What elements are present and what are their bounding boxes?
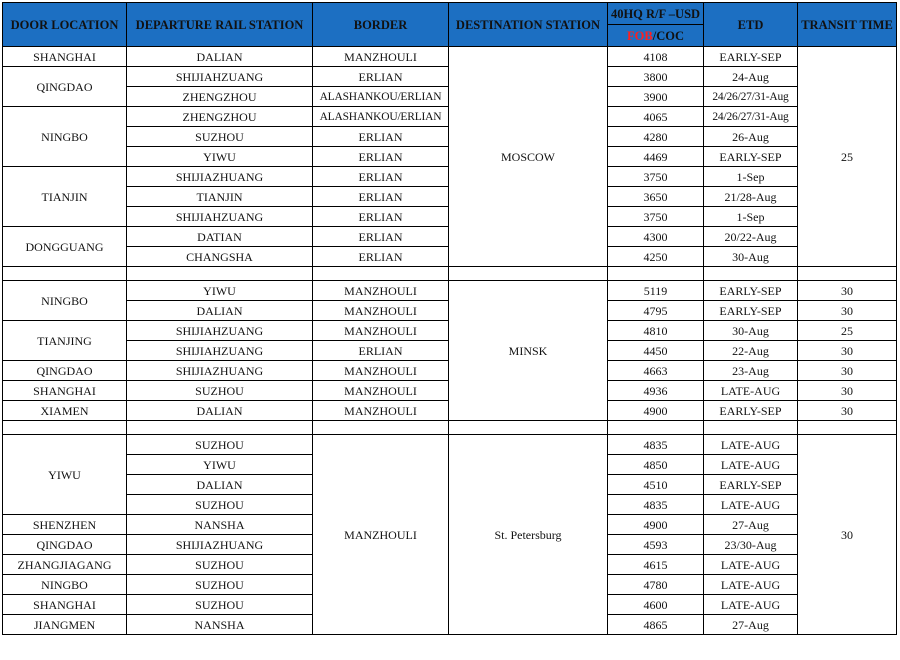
transit-time-cell: 30 <box>798 301 897 321</box>
departure-station-cell: SUZHOU <box>127 127 313 147</box>
table-row <box>3 435 897 455</box>
border-cell: MANZHOULI <box>313 401 449 421</box>
departure-station-cell: YIWU <box>127 281 313 301</box>
rate-cell: 4065 <box>608 107 704 127</box>
empty-cell <box>127 421 313 435</box>
departure-station-cell: SHIJIAHZUANG <box>127 321 313 341</box>
table-row <box>3 47 897 67</box>
rate-cell: 3750 <box>608 167 704 187</box>
rate-cell: 4280 <box>608 127 704 147</box>
transit-time-cell: 30 <box>798 361 897 381</box>
etd-cell: EARLY-SEP <box>704 475 798 495</box>
rate-cell: 3900 <box>608 87 704 107</box>
etd-cell: 1-Sep <box>704 167 798 187</box>
etd-cell: 24/26/27/31-Aug <box>704 87 798 107</box>
departure-station-cell: ZHENGZHOU <box>127 87 313 107</box>
departure-station-cell: NANSHA <box>127 515 313 535</box>
door-location-cell: SHANGHAI <box>3 381 127 401</box>
transit-time-cell: 25 <box>798 47 897 267</box>
header-door-location: DOOR LOCATION <box>3 3 127 47</box>
destination-station-cell: MINSK <box>449 281 608 421</box>
border-cell: MANZHOULI <box>313 435 449 635</box>
destination-station-cell: St. Petersburg <box>449 435 608 635</box>
door-location-cell: ZHANGJIAGANG <box>3 555 127 575</box>
border-cell: MANZHOULI <box>313 47 449 67</box>
door-location-cell: YIWU <box>3 435 127 515</box>
rate-cell: 4780 <box>608 575 704 595</box>
rate-cell: 4600 <box>608 595 704 615</box>
door-location-cell: JIANGMEN <box>3 615 127 635</box>
door-location-cell: SHANGHAI <box>3 595 127 615</box>
rate-cell: 4850 <box>608 455 704 475</box>
empty-cell <box>798 267 897 281</box>
etd-cell: LATE-AUG <box>704 575 798 595</box>
departure-station-cell: YIWU <box>127 147 313 167</box>
rate-cell: 4108 <box>608 47 704 67</box>
transit-time-cell: 30 <box>798 401 897 421</box>
empty-cell <box>608 267 704 281</box>
door-location-cell: QINGDAO <box>3 67 127 107</box>
etd-cell: 30-Aug <box>704 247 798 267</box>
header-transit-time: TRANSIT TIME <box>798 3 897 47</box>
departure-station-cell: SHIJIAZHUANG <box>127 535 313 555</box>
departure-station-cell: SHIJIAHZUANG <box>127 67 313 87</box>
etd-cell: 30-Aug <box>704 321 798 341</box>
header-etd: ETD <box>704 3 798 47</box>
transit-time-cell: 30 <box>798 435 897 635</box>
rate-cell: 4900 <box>608 515 704 535</box>
door-location-cell: TIANJING <box>3 321 127 361</box>
header-row-1 <box>3 3 897 25</box>
border-cell: MANZHOULI <box>313 381 449 401</box>
border-cell: ERLIAN <box>313 187 449 207</box>
empty-cell <box>704 267 798 281</box>
rate-cell: 4900 <box>608 401 704 421</box>
empty-cell <box>608 421 704 435</box>
door-location-cell: TIANJIN <box>3 167 127 227</box>
door-location-cell: NINGBO <box>3 575 127 595</box>
rate-cell: 4510 <box>608 475 704 495</box>
transit-time-cell: 30 <box>798 281 897 301</box>
spacer-row <box>3 421 897 435</box>
departure-station-cell: DALIAN <box>127 47 313 67</box>
etd-cell: EARLY-SEP <box>704 401 798 421</box>
table-row <box>3 281 897 301</box>
empty-cell <box>313 267 449 281</box>
border-cell: ERLIAN <box>313 341 449 361</box>
header-border: BORDER <box>313 3 449 47</box>
etd-cell: 26-Aug <box>704 127 798 147</box>
departure-station-cell: SUZHOU <box>127 495 313 515</box>
departure-station-cell: SUZHOU <box>127 435 313 455</box>
departure-station-cell: SUZHOU <box>127 595 313 615</box>
etd-cell: LATE-AUG <box>704 495 798 515</box>
door-location-cell: NINGBO <box>3 107 127 167</box>
etd-cell: 22-Aug <box>704 341 798 361</box>
departure-station-cell: CHANGSHA <box>127 247 313 267</box>
border-cell: ERLIAN <box>313 147 449 167</box>
door-location-cell: NINGBO <box>3 281 127 321</box>
rate-cell: 4936 <box>608 381 704 401</box>
etd-cell: EARLY-SEP <box>704 301 798 321</box>
spacer-row <box>3 267 897 281</box>
departure-station-cell: SUZHOU <box>127 381 313 401</box>
border-cell: MANZHOULI <box>313 301 449 321</box>
rate-cell: 3750 <box>608 207 704 227</box>
empty-cell <box>3 267 127 281</box>
etd-cell: 20/22-Aug <box>704 227 798 247</box>
etd-cell: LATE-AUG <box>704 381 798 401</box>
border-cell: MANZHOULI <box>313 281 449 301</box>
door-location-cell: XIAMEN <box>3 401 127 421</box>
etd-cell: EARLY-SEP <box>704 147 798 167</box>
rate-separator: / <box>652 28 657 43</box>
rail-freight-rate-table <box>2 2 897 635</box>
etd-cell: 24/26/27/31-Aug <box>704 107 798 127</box>
door-location-cell: SHANGHAI <box>3 47 127 67</box>
door-location-cell: DONGGUANG <box>3 227 127 267</box>
door-location-cell: SHENZHEN <box>3 515 127 535</box>
etd-cell: 24-Aug <box>704 67 798 87</box>
door-location-cell: QINGDAO <box>3 361 127 381</box>
etd-cell: LATE-AUG <box>704 435 798 455</box>
fob-label: FOB <box>627 28 653 43</box>
departure-station-cell: DALIAN <box>127 301 313 321</box>
etd-cell: 23/30-Aug <box>704 535 798 555</box>
empty-cell <box>127 267 313 281</box>
border-cell: ALASHANKOU/ERLIAN <box>313 87 449 107</box>
rate-cell: 4795 <box>608 301 704 321</box>
departure-station-cell: SHIJIAZHUANG <box>127 361 313 381</box>
departure-station-cell: DALIAN <box>127 475 313 495</box>
border-cell: ERLIAN <box>313 167 449 187</box>
etd-cell: LATE-AUG <box>704 595 798 615</box>
transit-time-cell: 30 <box>798 381 897 401</box>
border-cell: MANZHOULI <box>313 321 449 341</box>
departure-station-cell: DALIAN <box>127 401 313 421</box>
etd-cell: EARLY-SEP <box>704 281 798 301</box>
etd-cell: LATE-AUG <box>704 555 798 575</box>
etd-cell: 27-Aug <box>704 615 798 635</box>
border-cell: MANZHOULI <box>313 361 449 381</box>
etd-cell: LATE-AUG <box>704 455 798 475</box>
empty-cell <box>704 421 798 435</box>
departure-station-cell: TIANJIN <box>127 187 313 207</box>
rate-cell: 5119 <box>608 281 704 301</box>
departure-station-cell: YIWU <box>127 455 313 475</box>
table-body <box>3 47 897 635</box>
border-cell: ERLIAN <box>313 227 449 247</box>
etd-cell: 1-Sep <box>704 207 798 227</box>
departure-station-cell: ZHENGZHOU <box>127 107 313 127</box>
rate-cell: 4615 <box>608 555 704 575</box>
header-rate-40hq: 40HQ R/F –USD <box>608 3 704 25</box>
coc-label: COC <box>656 28 684 43</box>
rate-cell: 4593 <box>608 535 704 555</box>
empty-cell <box>313 421 449 435</box>
etd-cell: 21/28-Aug <box>704 187 798 207</box>
destination-station-cell: MOSCOW <box>449 47 608 267</box>
border-cell: ERLIAN <box>313 207 449 227</box>
rate-cell: 4835 <box>608 435 704 455</box>
rate-cell: 4865 <box>608 615 704 635</box>
empty-cell <box>449 267 608 281</box>
rate-cell: 4300 <box>608 227 704 247</box>
rate-cell: 4450 <box>608 341 704 361</box>
departure-station-cell: SUZHOU <box>127 575 313 595</box>
rate-cell: 3800 <box>608 67 704 87</box>
rate-cell: 4810 <box>608 321 704 341</box>
departure-station-cell: DATIAN <box>127 227 313 247</box>
departure-station-cell: SHIJIAZHUANG <box>127 167 313 187</box>
empty-cell <box>3 421 127 435</box>
rate-cell: 4663 <box>608 361 704 381</box>
rate-cell: 4835 <box>608 495 704 515</box>
border-cell: ALASHANKOU/ERLIAN <box>313 107 449 127</box>
border-cell: ERLIAN <box>313 67 449 87</box>
empty-cell <box>798 421 897 435</box>
header-rate-terms <box>608 25 704 47</box>
door-location-cell: QINGDAO <box>3 535 127 555</box>
transit-time-cell: 30 <box>798 341 897 361</box>
departure-station-cell: SUZHOU <box>127 555 313 575</box>
departure-station-cell: SHIJIAHZUANG <box>127 207 313 227</box>
header-destination-station: DESTINATION STATION <box>449 3 608 47</box>
header-departure-station: DEPARTURE RAIL STATION <box>127 3 313 47</box>
rate-cell: 3650 <box>608 187 704 207</box>
departure-station-cell: NANSHA <box>127 615 313 635</box>
rate-cell: 4469 <box>608 147 704 167</box>
rate-cell: 4250 <box>608 247 704 267</box>
border-cell: ERLIAN <box>313 127 449 147</box>
empty-cell <box>449 421 608 435</box>
border-cell: ERLIAN <box>313 247 449 267</box>
etd-cell: 23-Aug <box>704 361 798 381</box>
etd-cell: 27-Aug <box>704 515 798 535</box>
departure-station-cell: SHIJIAHZUANG <box>127 341 313 361</box>
etd-cell: EARLY-SEP <box>704 47 798 67</box>
transit-time-cell: 25 <box>798 321 897 341</box>
